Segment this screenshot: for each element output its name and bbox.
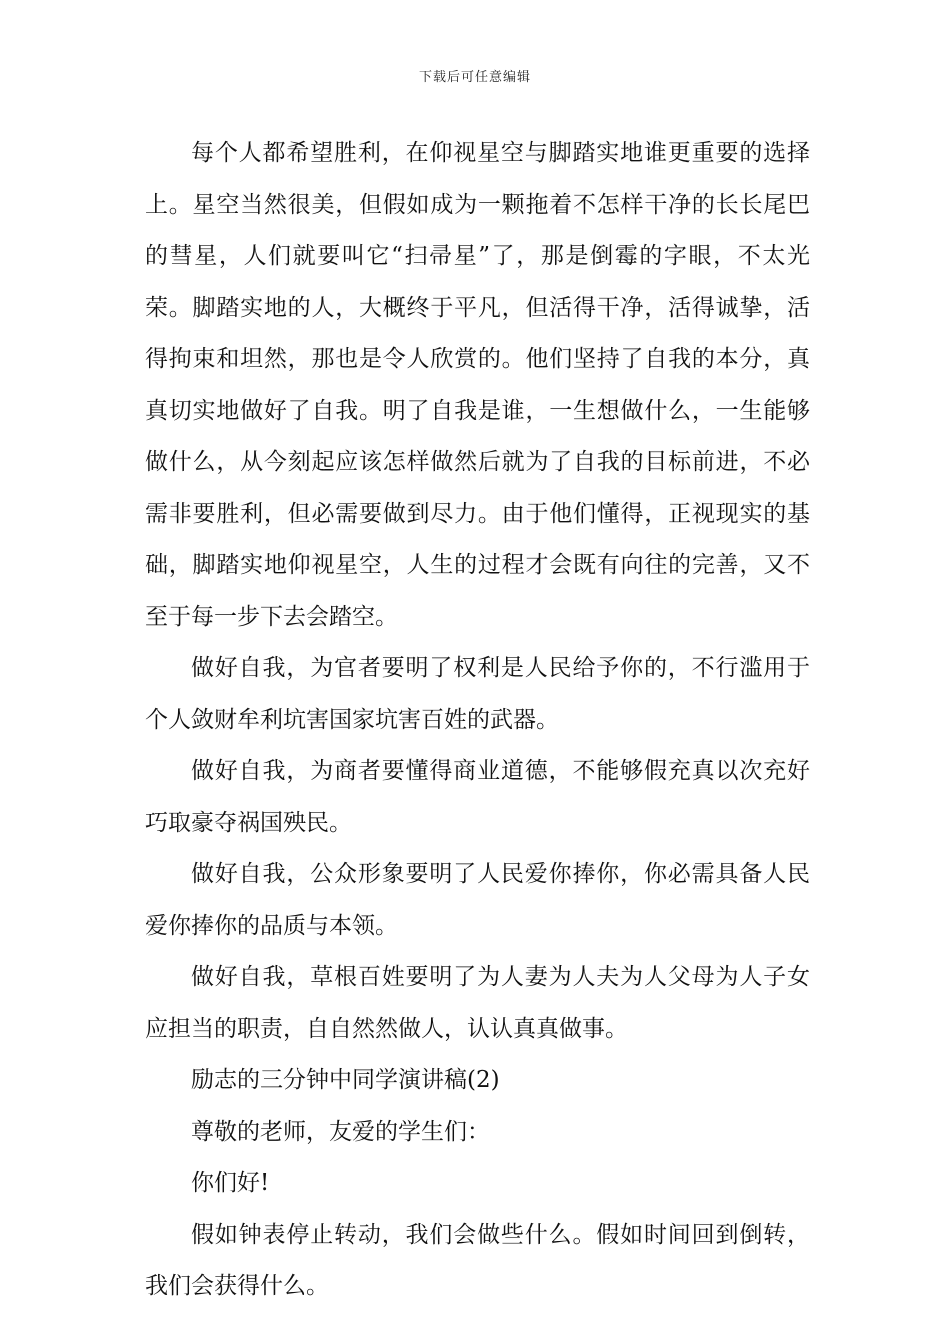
paragraph-common-people: 做好自我，草根百姓要明了为人妻为人夫为人父母为人子女应担当的职责，自自然然做人，认认真真做事。	[145, 964, 810, 1042]
paragraph-merchants: 做好自我，为商者要懂得商业道德，不能够假充真以次充好巧取豪夺祸国殃民。	[145, 758, 810, 836]
paragraph-clock: 假如钟表停止转动，我们会做些什么。假如时间回到倒转，我们会获得什么。	[145, 1221, 810, 1299]
paragraph-officials: 做好自我，为官者要明了权利是人民给予你的，不行滥用于个人敛财牟利坑害国家坑害百姓的武器。	[145, 655, 810, 733]
page-header: 下载后可任意编辑	[418, 70, 531, 85]
document-body	[145, 128, 810, 1313]
greeting: 你们好!	[191, 1170, 270, 1196]
paragraph-public-figures: 做好自我，公众形象要明了人民爱你捧你，你必需具备人民爱你捧你的品质与本领。	[145, 861, 810, 939]
paragraph-stars-and-ground: 每个人都希望胜利，在仰视星空与脚踏实地谁更重要的选择上。星空当然很美，但假如成为一颗拖着不怎样干净的长长尾巴的彗星，人们就要叫它“扫帚星”了，那是倒霉的字眼，不太光荣。脚踏实地的人，大概终于平凡，但活得干净，活得诚挚，活得拘束和坦然，那也是令人欣赏的。他们坚持了自我的本分，真真切实地做好了自我。明了自我是谁，一生想做什么，一生能够做什么，从今刻起应该怎样做然后就为了自我的目标前进，不必需非要胜利，但必需要做到尽力。由于他们懂得，正视现实的基础，脚踏实地仰视星空，人生的过程才会既有向往的完善，又不至于每一步下去会踏空。	[145, 140, 810, 630]
section-title: 励志的三分钟中同学演讲稿(2)	[191, 1067, 500, 1093]
salutation: 尊敬的老师，友爱的学生们：	[191, 1118, 490, 1145]
